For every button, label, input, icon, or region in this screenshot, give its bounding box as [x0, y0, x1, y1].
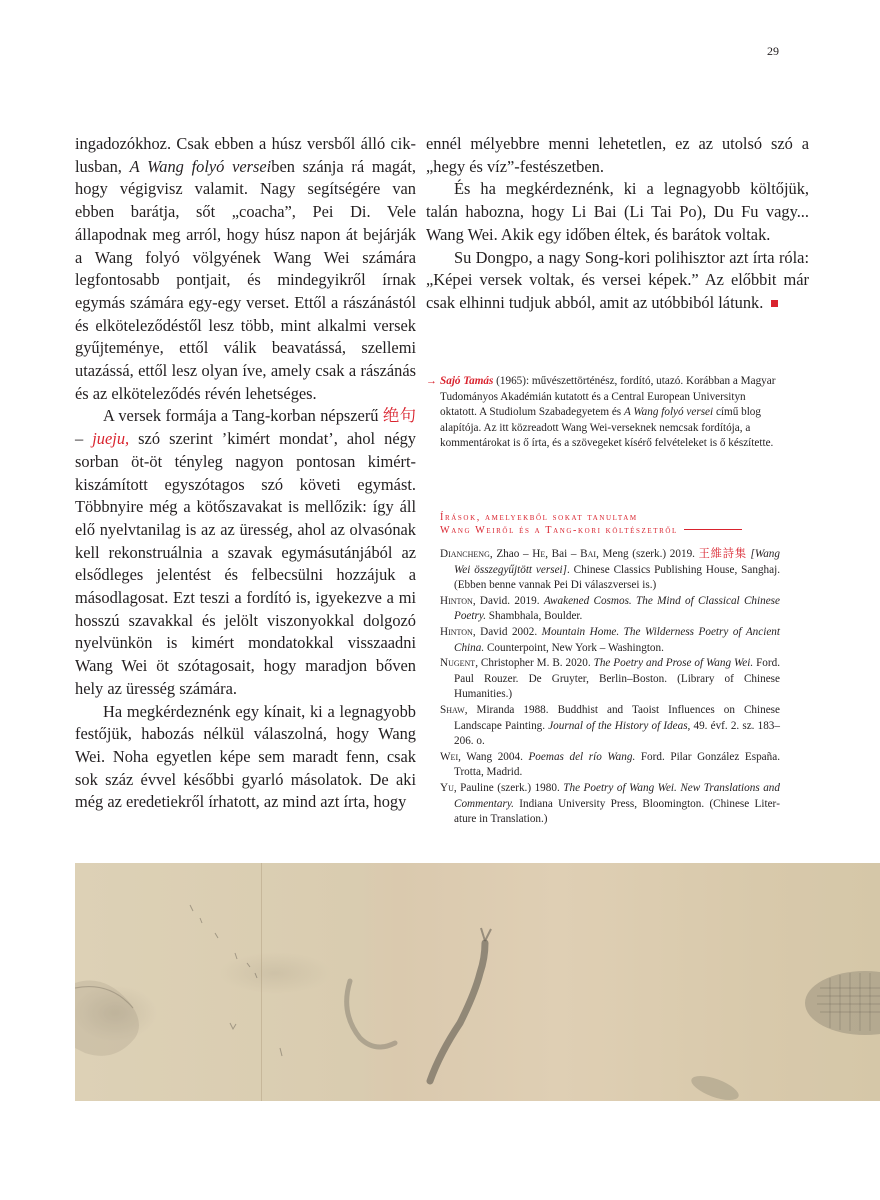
text: , Christopher M. B. 2020.	[475, 657, 594, 670]
author: Shaw	[440, 703, 465, 716]
author: Bai	[580, 548, 597, 560]
author: Wei	[440, 750, 459, 763]
text: , Pauline (szerk.) 1980.	[453, 781, 564, 794]
author: Diancheng	[440, 548, 490, 560]
bibliography-entry	[440, 750, 780, 781]
text: , David. 2019.	[472, 594, 544, 607]
title: The Poetry and Prose of Wang Wei.	[593, 657, 754, 670]
book-title: A Wang folyó versei	[129, 156, 272, 176]
text: Indiana University Press, Bloomington. (Chinese Literature in Translation.)	[454, 797, 780, 826]
bibliography-heading	[440, 512, 785, 538]
text: , David 2002.	[472, 625, 542, 638]
text: Ford. Paul Rouzer. De Gruyter, Berlin–Boston. (Library of Chinese Humanities.)	[454, 657, 780, 701]
bibliography-entry	[440, 703, 780, 750]
text: , Meng (szerk.) 2019.	[596, 548, 699, 560]
author: Yu	[440, 781, 454, 794]
author: Nugent	[440, 657, 476, 670]
title: Poemas del río Wang.	[528, 750, 636, 763]
right-column	[426, 133, 809, 315]
paragraph-1	[75, 133, 416, 405]
text: ben szánja rá magát, hogy végigvisz valamit. Nagy segítségére van ebben barátja, sőt „coacha”, Pei Di. Vele állapodnak meg arról, hogy húsz napon át bejárják a Wang folyó völgyének Wang Wei számára legfontosabb pontjait, és mindegyikről írnak egymás számára egy-egy verset. Ettől a rászánástól és elköteleződéstől lesz több, mint alkalmi versek gyűjteménye, ettől válik beavatássá, szellemi utazássá, ettől lesz olyan íve, amely csak a rászánás és az elköteleződés révén lehetséges.	[75, 156, 416, 403]
paragraph-1: ennél mélyebbre menni lehetetlen, ez az utolsó szó a „hegy és víz”-festészetben.	[426, 134, 809, 176]
heading-line: Írások, amelyekből sokat tanultam	[440, 512, 638, 523]
bibliography-entry	[440, 547, 780, 594]
text: , Wang 2004.	[458, 750, 529, 763]
bibliography-list	[440, 547, 780, 828]
title: [Wang Wei összegyűjtött versei]	[454, 548, 780, 576]
title: Journal of the History of Ideas,	[548, 719, 691, 732]
fish-painting-illustration	[75, 863, 880, 1101]
chinese-title: 王維詩集	[698, 548, 747, 560]
author: He	[532, 548, 546, 560]
text: ingadozókhoz. Csak ebben a húsz versből álló ciklusban,	[75, 134, 416, 176]
text: , Bai –	[545, 548, 581, 560]
title: Awakened Cosmos. The Mind of Classical Chinese Poetry.	[454, 594, 780, 623]
paragraph-3: Ha megkérdeznénk egy kínait, ki a legnagyobb festőjük, habozás nélkül válaszolná, hogy Wang Wei. Noha egyetlen képe sem maradt fenn, csak sok száz évvel későbbi gyarló másolatok. De aki még az eredetiekről írhatott, az mind azt írta, hogy	[75, 701, 416, 812]
paragraph-2: És ha megkérdeznénk, ki a legnagyobb költőjük, talán habozna, hogy Li Bai (Li Tai Po), Du Fu vagy... Wang Wei. Akik egy időben éltek, és barátok voltak.	[426, 179, 809, 244]
paragraph-3	[426, 247, 809, 315]
pinyin-term: jueju,	[92, 429, 130, 449]
text: Counterpoint, New York – Washington.	[484, 641, 664, 654]
heading-line	[440, 525, 785, 538]
text: szó szerint ’kimért mondat’, ahol négy sorban öt-öt tényleg nagyon pontosan kimért-kiszámított egyszótagos szó követi egymást. Többnyire még a kötőszavakat is mellőzik: így áll elő nyelvtanilag is az az üresség, ahol az olvasónak kell rekonstruálnia a szavak egymásutánjából az elsődleges jelentést és felbecsülni hozzájuk a másodlagosat. Ezt teszi a fordító is, igyekezve a mi hosszú szavakkal és jelölt viszonyokkal dolgozó nyelvünkön is kimért mondatokkal visszaadni Wang Wei öt szótagosait, hogy maradjon bőven hely az üresség számára.	[75, 429, 416, 698]
title: Mountain Home. The Wilderness Poetry of Ancient China.	[454, 625, 781, 654]
end-of-article-mark	[771, 300, 778, 307]
title: The Poetry of Wang Wei. New Translations and Commentary.	[454, 781, 780, 810]
author-name: Sajó Tamás	[440, 375, 494, 387]
text: című blog alapítója. Az itt közreadott Wang Wei-verseknek nemcsak fordítója, a kommentárokat is ő írta, és a szövegeket kísérő felvételeket is ő készítette.	[440, 406, 774, 450]
left-column	[75, 133, 416, 814]
bibliography-entry	[440, 594, 780, 625]
blog-title: A Wang folyó versei	[623, 406, 714, 419]
fish-drawing-icon	[75, 863, 880, 1101]
text: Shambhala, Boulder.	[486, 610, 583, 623]
text: , Miranda 1988. Buddhist and Taoist Influences on Chinese Landscape Painting.	[454, 703, 780, 732]
heading-rule	[684, 529, 742, 530]
text: A versek formája a Tang-korban népszerű	[103, 406, 383, 426]
paragraph-2	[75, 405, 416, 700]
author: Hinton	[440, 625, 473, 638]
page-number: 29	[767, 44, 779, 58]
arrow-icon: →	[426, 375, 437, 387]
text: Ford. Pilar González España. Trotta, Madrid.	[454, 750, 780, 779]
author-bio	[426, 374, 785, 452]
text: (1965): művészettörténész, fordító, utazó. Korábban a Magyar Tudományos Akadémián kutatott és a Central European Universityn oktatott. A Studiolum Szabadegyetem és	[440, 375, 776, 419]
bibliography-entry	[440, 625, 780, 656]
text: 49. évf. 2. sz. 183–206. o.	[454, 719, 780, 748]
text: . Chinese Classics Publishing House, Sanghaj. (Ebben benne vannak Pei Di válaszversei is.)	[454, 563, 780, 592]
bibliography-entry	[440, 781, 780, 828]
chinese-characters: 绝句	[382, 406, 417, 426]
text: Su Dongpo, a nagy Song-kori polihisztor azt írta róla: „Képei versek voltak, és versei képek.” Az előbbit már csak elhinni tudjuk abból, amit az utóbbiból látunk.	[426, 247, 809, 312]
text: –	[75, 429, 93, 449]
author: Hinton	[440, 594, 473, 607]
text: Wang Weiről és a Tang-kori költészetről	[440, 524, 678, 536]
text: , Zhao –	[489, 548, 533, 560]
bibliography-entry	[440, 656, 780, 703]
